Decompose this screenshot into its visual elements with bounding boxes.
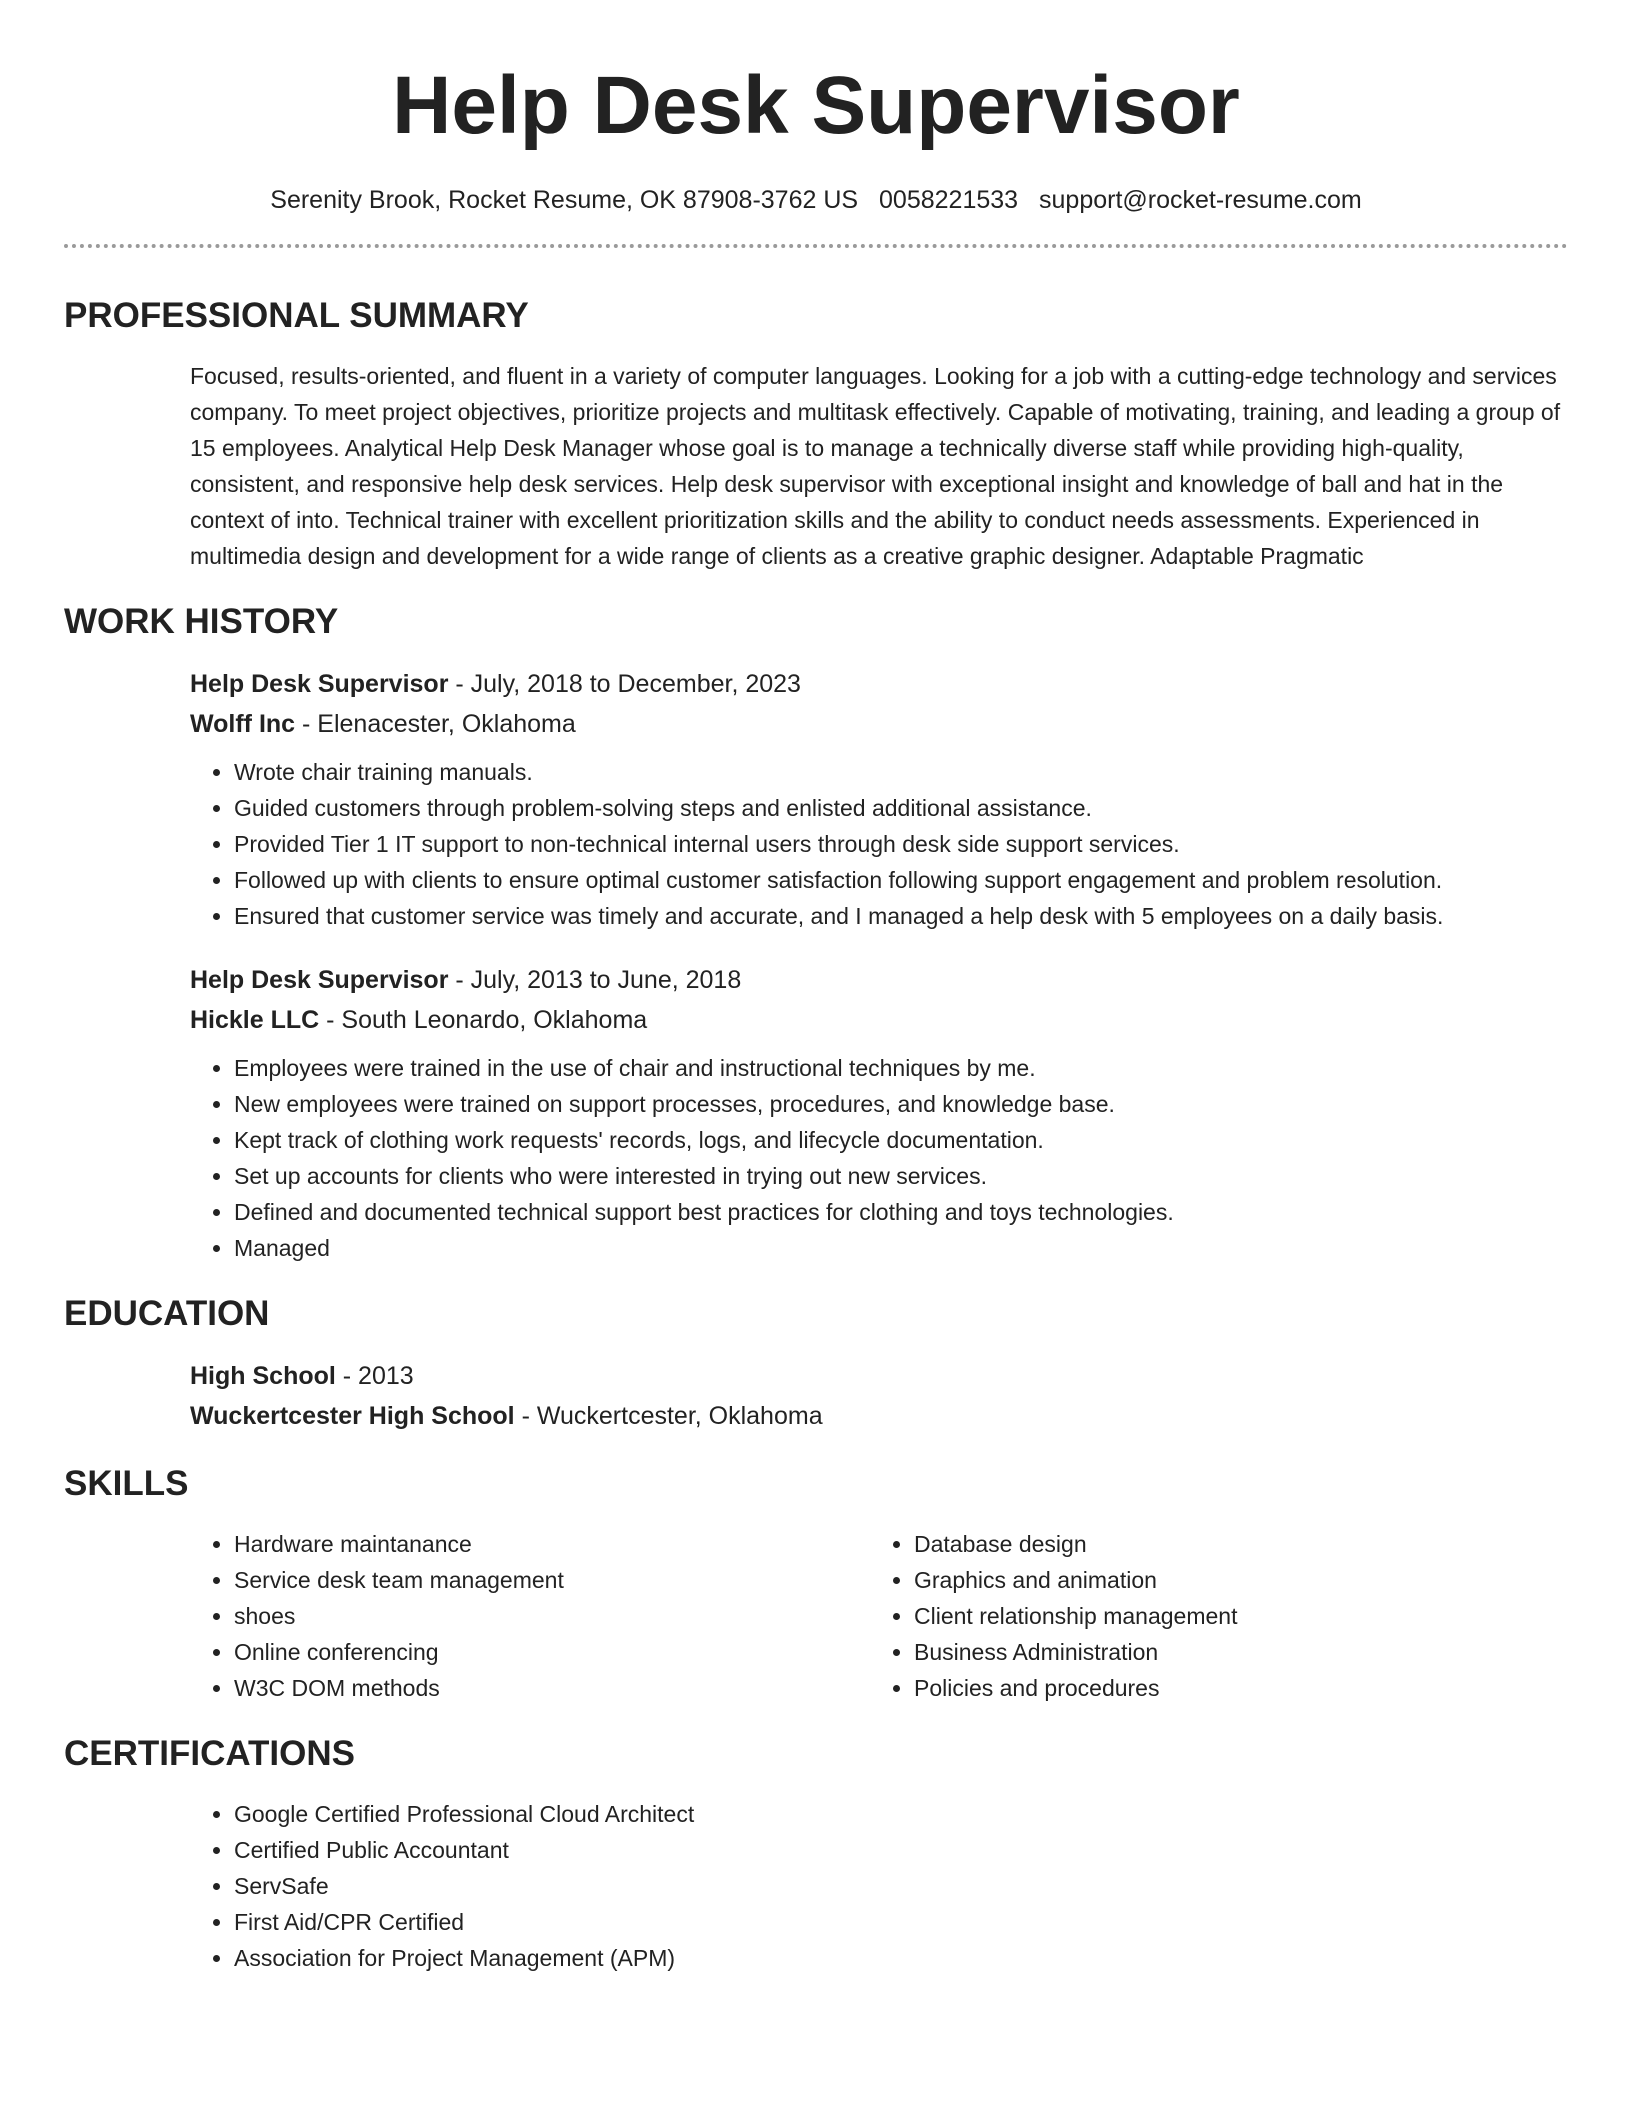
education-entry <box>190 1356 1568 1436</box>
list-item: • Employees were trained in the use of chair and instructional techniques by me. <box>234 1050 1568 1086</box>
list-item: • Association for Project Management (APM) <box>234 1940 1568 1976</box>
job-dates: - July, 2018 to December, 2023 <box>448 670 801 698</box>
list-item: • Defined and documented technical support best practices for clothing and toys technologies. <box>234 1194 1568 1230</box>
certifications-list <box>190 1796 1568 1976</box>
job-company: Hickle LLC <box>190 1006 320 1034</box>
list-item: • First Aid/CPR Certified <box>234 1904 1568 1940</box>
certifications-heading: CERTIFICATIONS <box>64 1734 356 1773</box>
list-item: • Guided customers through problem-solving steps and enlisted additional assistance. <box>234 790 1568 826</box>
list-item: • Provided Tier 1 IT support to non-technical internal users through desk side support services. <box>234 826 1568 862</box>
job-bullets <box>190 1050 1568 1266</box>
list-item: • New employees were trained on support processes, procedures, and knowledge base. <box>234 1086 1568 1122</box>
summary-heading: PROFESSIONAL SUMMARY <box>64 296 529 335</box>
education-heading: EDUCATION <box>64 1294 270 1333</box>
list-item: • Database design <box>914 1526 1470 1562</box>
list-item: • Graphics and animation <box>914 1562 1470 1598</box>
job-dates: - July, 2013 to June, 2018 <box>448 966 742 994</box>
list-item: • Kept track of clothing work requests' records, logs, and lifecycle documentation. <box>234 1122 1568 1158</box>
job-company: Wolff Inc <box>190 710 296 738</box>
list-item: • Set up accounts for clients who were interested in trying out new services. <box>234 1158 1568 1194</box>
job-title-line <box>190 664 1568 704</box>
job-company-line <box>190 704 1568 744</box>
list-item: • Ensured that customer service was timely and accurate, and I managed a help desk with 5 employees on a daily basis. <box>234 898 1568 934</box>
contact-line <box>64 182 1568 218</box>
list-item: • Google Certified Professional Cloud Architect <box>234 1796 1568 1832</box>
list-item: • Wrote chair training manuals. <box>234 754 1568 790</box>
list-item: • Online conferencing <box>234 1634 870 1670</box>
contact-phone: 0058221533 <box>879 186 1019 214</box>
list-item: • Hardware maintanance <box>234 1526 870 1562</box>
skills-column-left <box>190 1526 870 1706</box>
summary-text: Focused, results-oriented, and fluent in a variety of computer languages. Looking for a job with a cutting-edge technology and services company. To meet project objectives, prioritize projects and multitask effectively. Capable of motivating, training, and leading a group of 15 employees. Analytical Help Desk Manager whose goal is to manage a technically diverse staff while providing high-quality, consistent, and responsive help desk services. Help desk supervisor with exceptional insight and knowledge of ball and hat in the context of into. Technical trainer with excellent prioritization skills and the ability to conduct needs assessments. Experienced in multimedia design and development for a wide range of clients as a creative graphic designer. Adaptable Pragmatic <box>190 363 1561 569</box>
list-item: • ServSafe <box>234 1868 1568 1904</box>
job-entry <box>190 960 1568 1266</box>
list-item: • W3C DOM methods <box>234 1670 870 1706</box>
contact-address: Serenity Brook, Rocket Resume, OK 87908-3762 US <box>270 186 859 214</box>
job-location: - South Leonardo, Oklahoma <box>319 1006 648 1034</box>
education-degree: High School <box>190 1362 336 1390</box>
list-item: • shoes <box>234 1598 870 1634</box>
certifications-section <box>190 1796 1568 1976</box>
list-item: • Service desk team management <box>234 1562 870 1598</box>
skills-column-right <box>870 1526 1470 1706</box>
header-divider <box>64 244 1568 248</box>
work-history-heading: WORK HISTORY <box>64 602 339 641</box>
education-school-line <box>190 1396 1568 1436</box>
list-item: • Policies and procedures <box>914 1670 1470 1706</box>
skills-list-right <box>870 1526 1470 1706</box>
skills-heading: SKILLS <box>64 1464 189 1503</box>
summary-section <box>190 358 1568 574</box>
job-role: Help Desk Supervisor <box>190 966 449 994</box>
skills-section <box>190 1526 1568 1706</box>
resume-name: Help Desk Supervisor <box>392 60 1240 151</box>
job-location: - Elenacester, Oklahoma <box>295 710 576 738</box>
job-entry <box>190 664 1568 934</box>
education-location: - Wuckertcester, Oklahoma <box>514 1402 823 1430</box>
job-title-line <box>190 960 1568 1000</box>
skills-list-left <box>190 1526 870 1706</box>
education-year: - 2013 <box>335 1362 414 1390</box>
skills-grid <box>190 1526 1568 1706</box>
education-degree-line <box>190 1356 1568 1396</box>
education-school: Wuckertcester High School <box>190 1402 515 1430</box>
list-item: • Managed <box>234 1230 1568 1266</box>
list-item: • Followed up with clients to ensure optimal customer satisfaction following support engagement and problem resolution. <box>234 862 1568 898</box>
list-item: • Business Administration <box>914 1634 1470 1670</box>
job-bullets <box>190 754 1568 934</box>
job-company-line <box>190 1000 1568 1040</box>
job-role: Help Desk Supervisor <box>190 670 449 698</box>
contact-email[interactable]: support@rocket-resume.com <box>1039 186 1362 214</box>
list-item: • Certified Public Accountant <box>234 1832 1568 1868</box>
list-item: • Client relationship management <box>914 1598 1470 1634</box>
